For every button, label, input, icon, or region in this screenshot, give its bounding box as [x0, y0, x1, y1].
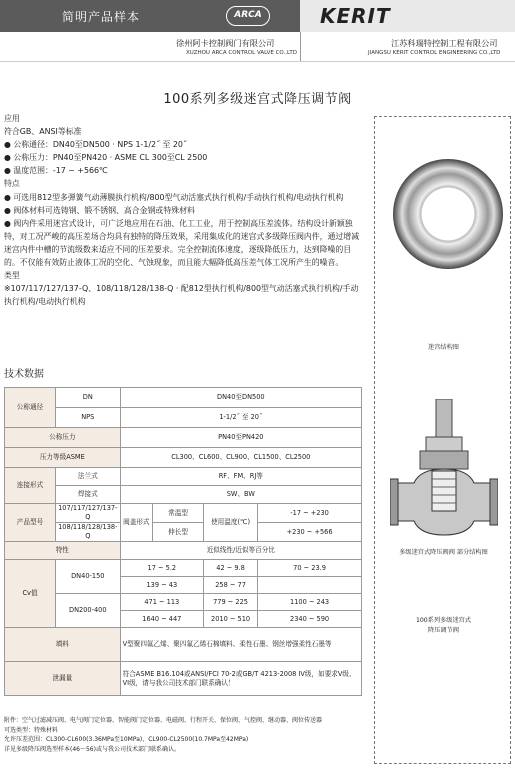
nps-value: 1-1/2˝ 至 20˝ — [120, 408, 361, 428]
flange-label: 法兰式 — [55, 468, 120, 486]
asme-label: 压力等级ASME — [5, 448, 121, 468]
cv-dn40-label: DN40-150 — [55, 560, 120, 594]
feature-labyrinth: ● 阀内件采用迷宫式设计，可广泛地应用在石油、化工工业，用于控制高压差流体。结构设计新颖独特，对工况严峻的高压差场合均具有独特的降压效果，采用集成化的迷宫式多级降压阀内件，通过增减迷宫内件中槽的节流级数来适应不同的压差要求。完全控制流体速度，逐级降低压力，达到降噪的目的。不仅能有效防止液体工况的空化、气蚀现象，而且能大幅降低高压差气体工况所产生的噪音。 — [4, 218, 360, 268]
spec-bullet-pressure: ● 公称压力：PN40至PN420 · ASME CL 300至CL 2500 — [4, 153, 208, 163]
valve-cross-section-image — [390, 399, 498, 541]
cv-cell: 2340 ~ 590 — [258, 611, 362, 628]
types-heading: 类型 — [4, 271, 20, 281]
company-left-cn: 徐州阿卡控制阀门有限公司 — [176, 38, 275, 48]
tech-data-title: 技术数据 — [4, 369, 44, 380]
model-2: 108/118/128/138-Q — [55, 523, 120, 542]
weld-label: 焊接式 — [55, 486, 120, 504]
packing-value: V型聚四氟乙烯、聚四氟乙烯石棉填料、柔性石墨、钢丝增强柔性石墨等 — [120, 628, 361, 662]
cv-cell — [258, 577, 362, 594]
feature-material: ● 阀体材料可选铸钢、锻不锈钢、高合金钢或特殊材料 — [4, 205, 195, 215]
bonnet-extended: 伸长型 — [153, 523, 204, 542]
connection-label: 连接形式 — [5, 468, 56, 504]
description-body — [4, 112, 364, 308]
product-title: 100系列多级迷宫式降压调节阀 — [163, 92, 352, 107]
valve-structure-caption: 多级迷宫式降压阀阀 部分结构图 — [399, 549, 488, 556]
footer-accessories: 附件：空气过滤减压阀、电气阀门定位器、智能阀门定位器、电磁阀、行程开关、保位阀、气控阀、继动器、阀位传送器 — [4, 717, 323, 724]
cv-cell: 2010 ~ 510 — [204, 611, 258, 628]
footer-options: 可选类型：特殊材料 — [4, 726, 59, 734]
cv-label: Cv值 — [5, 560, 56, 628]
footer-pressure-range: 允许压差范围：CL300-CL600(3.36MPa至10MPa)、CL900-CL2500(10.7MPa至42MPa) — [4, 736, 249, 744]
characteristic-label: 特性 — [5, 542, 121, 560]
cv-cell: 471 ~ 113 — [120, 594, 203, 611]
leakage-value: 符合ASME B16.104或ANSI/FCI 70-2或GB/T 4213-2008 IV级，如要求V级、VI级，请与我公司技术部门联系确认！ — [120, 662, 361, 696]
features-heading: 特点 — [4, 179, 20, 189]
cv-cell: 258 ~ 77 — [204, 577, 258, 594]
catalog-title: 简明产品样本 — [62, 10, 141, 24]
cv-dn200-label: DN200-400 — [55, 594, 120, 628]
labyrinth-caption: 迷宫结构图 — [428, 344, 459, 351]
cv-cell: 1100 ~ 243 — [258, 594, 362, 611]
footer-reference: 详见多级降压阀选型样本(46～56)或与我公司技术部门联系确认。 — [4, 745, 180, 753]
labyrinth-disc-image — [393, 159, 503, 269]
bonnet-normal: 常温型 — [153, 504, 204, 523]
application-heading: 应用 — [4, 114, 20, 123]
bonnet-label: 阀盖形式 — [120, 504, 152, 542]
dn-label: DN — [55, 388, 120, 408]
weld-value: SW、BW — [120, 486, 361, 504]
spec-bullet-dn: ● 公称通径：DN40至DN500 · NPS 1-1/2˝ 至 20˝ — [4, 140, 187, 150]
temp-normal: -17 ~ +230 — [258, 504, 362, 523]
spec-bullet-temp: ● 温度范围：-17 ~ +566℃ — [4, 166, 108, 176]
model-label: 产品型号 — [5, 504, 56, 542]
product-caption-line1: 100系列多级迷宫式 — [415, 617, 472, 624]
product-caption-line2: 降压调节阀 — [428, 627, 459, 634]
flange-value: RF、FM、RJ等 — [120, 468, 361, 486]
asme-value: CL300、CL600、CL900、CL1500、CL2500 — [120, 448, 361, 468]
pressure-label: 公称压力 — [5, 428, 121, 448]
standard-text: 符合GB、ANSI等标准 — [4, 127, 82, 137]
spec-table — [4, 387, 362, 696]
leakage-label: 泄漏量 — [5, 662, 121, 696]
cv-cell: 42 ~ 9.8 — [204, 560, 258, 577]
characteristic-value: 近似线性/近似等百分比 — [120, 542, 361, 560]
temp-extended: +230 ~ +566 — [258, 523, 362, 542]
company-right-en: JIANGSU KERIT CONTROL ENGINEERING CO.,LTD — [368, 50, 501, 56]
page-header — [0, 0, 515, 34]
cv-cell: 779 ~ 225 — [204, 594, 258, 611]
types-text: ※107/117/127/137-Q、108/118/128/138-Q · 配812型执行机构/800型气动活塞式执行机构/手动执行机构/电动执行机构 — [4, 284, 359, 307]
nps-label: NPS — [55, 408, 120, 428]
illustration-panel — [374, 116, 511, 764]
arca-logo: ARCA — [226, 6, 270, 26]
temp-label: 使用温度(℃) — [204, 504, 258, 542]
nominal-dia-label: 公称通径 — [5, 388, 56, 428]
kerit-logo: KERIT — [320, 4, 391, 28]
company-right-cn: 江苏科瑞特控制工程有限公司 — [391, 38, 498, 48]
dn-value: DN40至DN500 — [120, 388, 361, 408]
model-1: 107/117/127/137-Q — [55, 504, 120, 523]
packing-label: 填料 — [5, 628, 121, 662]
header-rule — [0, 61, 515, 62]
cv-cell: 17 ~ 5.2 — [120, 560, 203, 577]
cv-cell: 70 ~ 23.9 — [258, 560, 362, 577]
cv-cell: 1640 ~ 447 — [120, 611, 203, 628]
cv-cell: 139 ~ 43 — [120, 577, 203, 594]
header-right-band — [300, 0, 515, 32]
header-divider — [300, 32, 301, 62]
header-left-band — [0, 0, 300, 32]
feature-actuator: ● 可选用812型多弹簧气动薄膜执行机构/800型气动活塞式执行机构/手动执行机构/电动执行机构 — [4, 192, 344, 202]
footer-notes — [4, 716, 364, 754]
company-left-en: XUZHOU ARCA CONTROL VALVE CO.,LTD — [186, 50, 297, 56]
pressure-value: PN40至PN420 — [120, 428, 361, 448]
